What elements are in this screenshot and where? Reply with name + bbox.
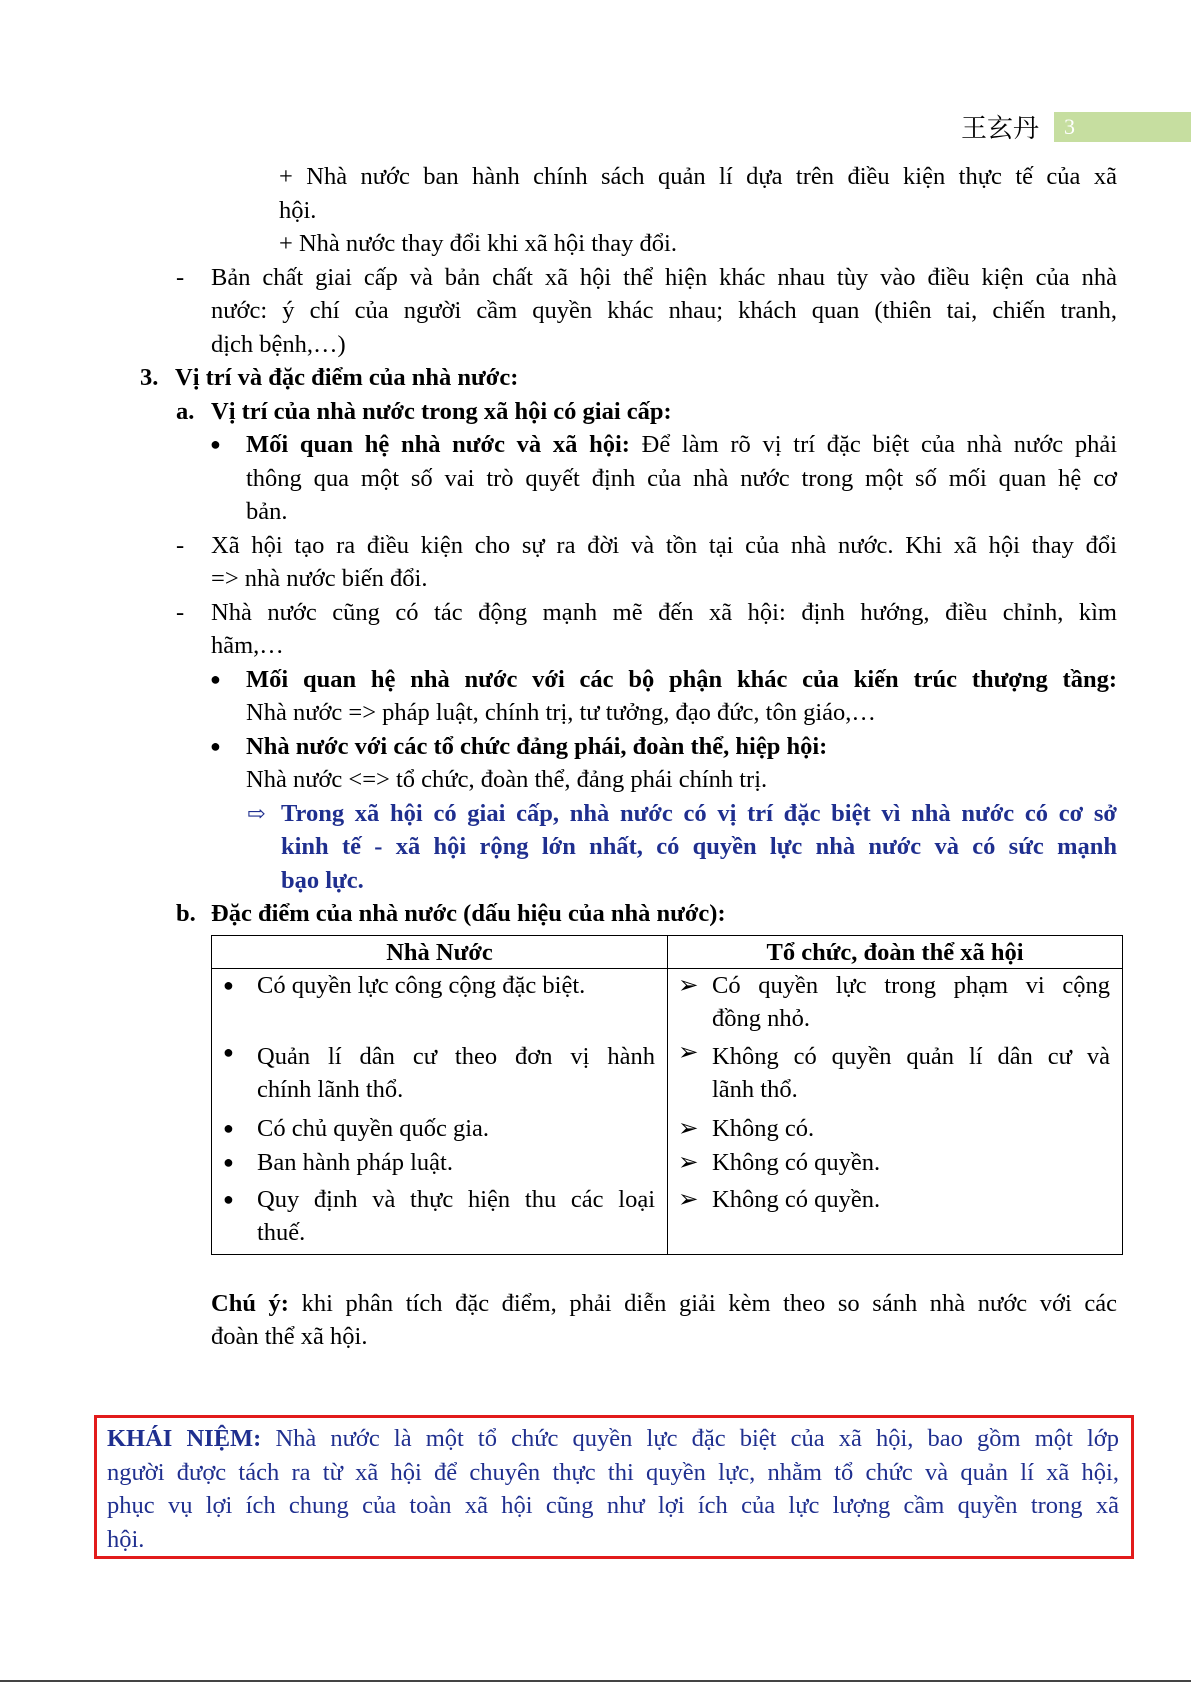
check-arrow-icon: ➢ — [678, 1148, 699, 1176]
concept-line-4: hội. — [107, 1525, 145, 1553]
check-arrow-icon: ➢ — [678, 1185, 699, 1213]
conclusion-line-3: bạo lực. — [281, 866, 364, 894]
org-feature-1 — [678, 969, 1110, 1036]
concept-label: KHÁI NIỆM: — [107, 1425, 262, 1452]
check-arrow-icon: ➢ — [678, 971, 699, 999]
state-feature-1 — [223, 969, 655, 1036]
bullet-marker: ● — [223, 1041, 234, 1062]
org-feature-4 — [678, 1146, 1110, 1183]
org-feature-1-line-1: Có quyền lực trong phạm vi cộng — [712, 971, 1110, 999]
bullet-2-text: Nhà nước => pháp luật, chính trị, tư tưởng, đạo đức, tôn giáo,… — [246, 699, 876, 726]
org-feature-3-text: Không có. — [712, 1114, 815, 1142]
state-feature-5-line-2: thuế. — [257, 1219, 306, 1246]
section-3-heading — [140, 361, 1191, 395]
bullet-item-2 — [0, 663, 1191, 730]
page-number-tab — [1054, 112, 1191, 142]
state-feature-2-line-1: Quản lí dân cư theo đơn vị hành — [257, 1042, 655, 1070]
state-features-cell — [212, 968, 668, 1254]
bullet-item-3 — [0, 730, 1191, 797]
note-line-2: đoàn thể xã hội. — [211, 1323, 368, 1350]
header-author: 王玄丹 — [960, 114, 1039, 144]
bullet-marker: ● — [223, 1151, 234, 1172]
page-number: 3 — [1064, 114, 1075, 139]
dash-item-1-line-3: dịch bệnh,…) — [211, 330, 346, 358]
bullet-1-label: Mối quan hệ nhà nước và xã hội: — [246, 431, 630, 458]
org-feature-2 — [678, 1036, 1110, 1112]
org-feature-4-text: Không có quyền. — [712, 1148, 881, 1176]
conclusion-block — [0, 797, 1191, 898]
bullet-1-line-2: thông qua một số vai trò quyết định của nhà nước trong một số mối quan hệ cơ — [246, 464, 1117, 492]
subsection-a-title: Vị trí của nhà nước trong xã hội có giai cấp: — [211, 397, 672, 425]
bullet-marker: ● — [210, 668, 221, 689]
dash-item-2-line-1: Xã hội tạo ra điều kiện cho sự ra đời và tồn tại của nhà nước. Khi xã hội thay đổi — [211, 531, 1117, 559]
comparison-table — [211, 935, 1123, 1255]
state-feature-1-text: Có quyền lực công cộng đặc biệt. — [257, 971, 586, 999]
dash-marker: - — [176, 598, 185, 626]
bullet-marker: ● — [223, 974, 234, 995]
bullet-1-line-1: Để làm rõ vị trí đặc biệt của nhà nước phải — [629, 431, 1117, 458]
concept-line-3: phục vụ lợi ích chung của toàn xã hội cũng như lợi ích của lực lượng cầm quyền trong xã — [107, 1492, 1119, 1519]
table-header-state: Nhà Nước — [212, 935, 668, 968]
bullet-marker: ● — [223, 1117, 234, 1138]
dash-item-1-line-1: Bản chất giai cấp và bản chất xã hội thể hiện khác nhau tùy vào điều kiện của nhà — [211, 263, 1117, 291]
org-feature-5-text: Không có quyền. — [712, 1185, 881, 1213]
table-body-row — [212, 968, 1123, 1254]
state-feature-5 — [223, 1183, 655, 1250]
bullet-1-line-3: bản. — [246, 498, 288, 525]
bullet-marker: ● — [210, 735, 221, 756]
dash-marker: - — [176, 263, 185, 291]
check-arrow-icon: ➢ — [678, 1038, 699, 1066]
org-feature-1-line-2: đồng nhỏ. — [712, 1005, 810, 1032]
concept-box — [94, 1415, 1134, 1559]
state-feature-4-text: Ban hành pháp luật. — [257, 1148, 453, 1176]
plus-item-1-line-1: + Nhà nước ban hành chính sách quản lí dựa trên điều kiện thực tế của xã — [279, 163, 1117, 190]
bullet-item-1 — [0, 428, 1191, 529]
org-feature-5 — [678, 1183, 1110, 1217]
dash-item-3-line-1: Nhà nước cũng có tác động mạnh mẽ đến xã hội: định hướng, điều chỉnh, kìm — [211, 598, 1117, 626]
bullet-3-text: Nhà nước <=> tổ chức, đoàn thể, đảng phái chính trị. — [246, 766, 768, 793]
state-feature-4 — [223, 1146, 655, 1183]
dash-marker: - — [176, 531, 185, 559]
subsection-b-letter: b. — [176, 900, 196, 927]
arrow-icon: ⇨ — [247, 800, 266, 826]
note-block — [0, 1287, 1191, 1354]
check-arrow-icon: ➢ — [678, 1114, 699, 1142]
org-feature-2-line-2: lãnh thổ. — [712, 1076, 798, 1103]
document-body — [0, 160, 1191, 1354]
org-feature-3 — [678, 1112, 1110, 1146]
section-3-number: 3. — [140, 364, 159, 391]
concept-line-2: người được tách ra từ xã hội để chuyên thực thi quyền lực, nhằm tổ chức và quản lí xã hội, — [107, 1458, 1119, 1486]
dash-item-1 — [0, 261, 1191, 362]
plus-item-2: + Nhà nước thay đổi khi xã hội thay đổi. — [279, 230, 677, 257]
plus-item-1-line-2: hội. — [279, 196, 317, 224]
org-feature-2-line-1: Không có quyền quản lí dân cư và — [712, 1042, 1110, 1070]
dash-item-3 — [0, 596, 1191, 663]
subsection-b-heading — [176, 897, 1191, 931]
dash-item-2 — [0, 529, 1191, 596]
bullet-3-label: Nhà nước với các tổ chức đảng phái, đoàn thể, hiệp hội: — [246, 732, 828, 760]
state-feature-3-text: Có chủ quyền quốc gia. — [257, 1114, 490, 1142]
table-header-organizations: Tổ chức, đoàn thể xã hội — [668, 935, 1123, 968]
bullet-2-label: Mối quan hệ nhà nước với các bộ phận khác của kiến trúc thượng tầng: — [246, 665, 1117, 693]
concept-line-1: Nhà nước là một tổ chức quyền lực đặc biệt của xã hội, bao gồm một lớp — [261, 1425, 1119, 1452]
state-feature-3 — [223, 1112, 655, 1146]
state-feature-2 — [223, 1036, 655, 1112]
section-3-title: Vị trí và đặc điểm của nhà nước: — [175, 364, 519, 391]
dash-item-1-line-2: nước: ý chí của người cầm quyền khác nhau; khách quan (thiên tai, chiến tranh, — [211, 297, 1117, 324]
subsection-a-letter: a. — [176, 397, 195, 425]
dash-item-2-line-2: => nhà nước biến đổi. — [211, 565, 428, 592]
note-label: Chú ý: — [211, 1289, 289, 1317]
conclusion-line-2: kinh tế - xã hội rộng lớn nhất, có quyền lực nhà nước và có sức mạnh — [281, 833, 1117, 860]
bullet-marker: ● — [223, 1188, 234, 1209]
table-header-row — [212, 935, 1123, 968]
conclusion-line-1: Trong xã hội có giai cấp, nhà nước có vị trí đặc biệt vì nhà nước có cơ sở — [281, 799, 1117, 827]
subsection-b-title: Đặc điểm của nhà nước (dấu hiệu của nhà nước): — [211, 900, 726, 927]
bullet-marker: ● — [210, 434, 221, 454]
state-feature-5-line-1: Quy định và thực hiện thu các loại — [257, 1185, 655, 1213]
note-line-1: khi phân tích đặc điểm, phải diễn giải kèm theo so sánh nhà nước với các — [288, 1289, 1117, 1317]
footer-rule — [0, 1680, 1191, 1682]
dash-item-3-line-2: hãm,… — [211, 632, 284, 659]
organization-features-cell — [668, 968, 1123, 1254]
subsection-a-heading — [176, 395, 1191, 429]
state-feature-2-line-2: chính lãnh thổ. — [257, 1076, 404, 1103]
